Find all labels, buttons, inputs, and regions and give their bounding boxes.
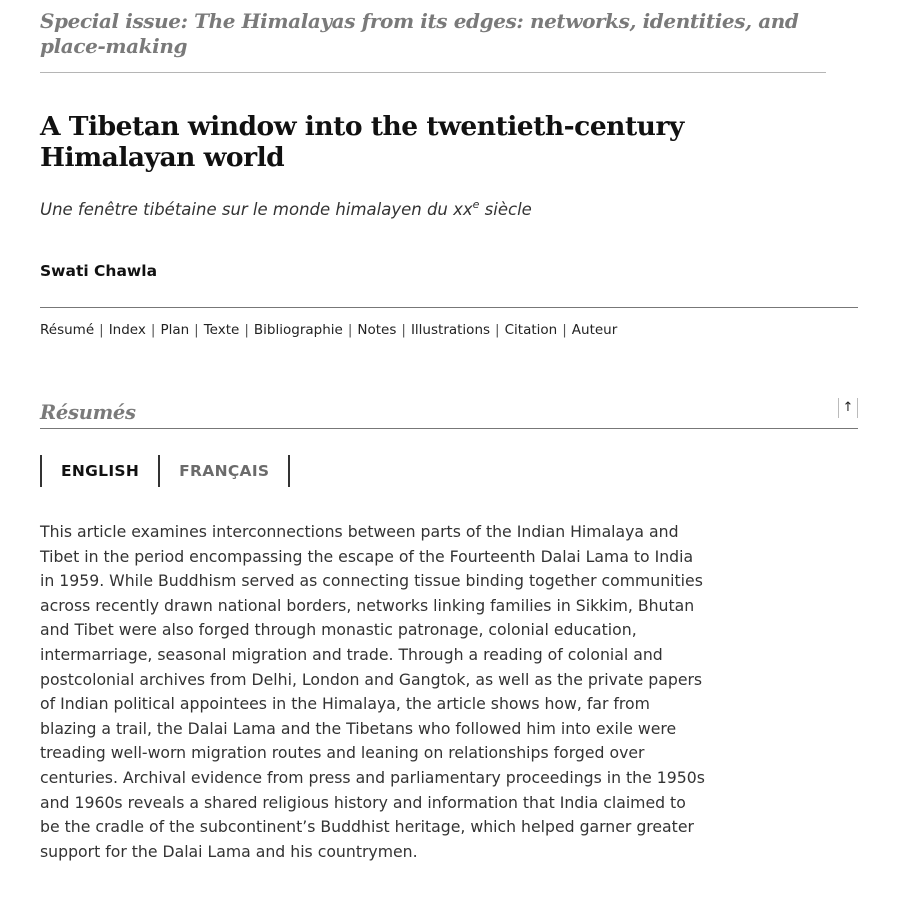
special-issue-label: Special issue: The Himalayas from its edges: networks, identities, and place-making — [40, 9, 799, 58]
toc-link-resume[interactable]: Résumé — [40, 322, 95, 338]
toc-link-illustrations[interactable]: Illustrations — [410, 322, 491, 338]
tab-francais[interactable]: FRANÇAIS — [160, 455, 290, 487]
toc-separator: | — [99, 322, 104, 338]
article-subtitle — [40, 199, 532, 221]
subtitle-century: xx — [453, 200, 473, 219]
toc-separator: | — [194, 322, 199, 338]
toc-separator: | — [347, 322, 353, 338]
subtitle-text-after: siècle — [479, 200, 532, 219]
author-name[interactable]: Swati Chawla — [40, 262, 158, 280]
back-to-top-arrow-icon[interactable]: ↑ — [838, 398, 858, 418]
header-divider — [40, 72, 826, 73]
resumes-divider — [40, 428, 858, 429]
toc-link-bibliographie[interactable]: Bibliographie — [253, 322, 343, 338]
toc-link-notes[interactable]: Notes — [357, 322, 397, 338]
toc-separator: | — [150, 322, 156, 338]
toc-link-index[interactable]: Index — [108, 322, 146, 338]
toc-link-plan[interactable]: Plan — [160, 322, 190, 338]
subtitle-text-before: Une fenêtre tibétaine sur le monde himalayen du — [40, 200, 454, 219]
subtitle-superscript: e — [472, 197, 480, 211]
table-of-contents-nav — [40, 320, 617, 340]
toc-separator: | — [401, 322, 406, 338]
toc-separator: | — [562, 322, 567, 338]
resumes-section-heading: Résumés — [40, 401, 136, 424]
toc-link-auteur[interactable]: Auteur — [571, 322, 618, 338]
tab-english[interactable]: ENGLISH — [42, 455, 160, 487]
abstract-text: This article examines interconnections between parts of the Indian Himalaya and Tibet in the period encompassing the escape of the Fourteenth Dalai Lama to India in 1959. While Buddhism served as connecting tissue binding together communities across recently drawn national borders, networks linking families in Sikkim, Bhutan and Tibet were also forged through monastic patronage, colonial education, intermarriage, seasonal migration and trade. Through a reading of colonial and postcolonial archives from Delhi, London and Gangtok, as well as the private papers of Indian political appointees in the Himalaya, the article shows how, far from blazing a trail, the Dalai Lama and the Tibetans who followed him into exile were treading well-worn migration routes and leaning on relationships forged over centuries. Archival evidence from press and parliamentary proceedings in the 1950s and 1960s reveals a shared religious history and information that India claimed to be the cradle of the subcontinent’s Buddhist heritage, which helped garner greater support for the Dalai Lama and his countrymen. — [40, 522, 705, 861]
toc-divider — [40, 307, 858, 308]
toc-separator: | — [495, 322, 500, 338]
toc-link-citation[interactable]: Citation — [504, 322, 558, 338]
toc-separator: | — [244, 322, 249, 338]
toc-link-texte[interactable]: Texte — [203, 322, 240, 338]
language-tabs — [40, 455, 290, 487]
article-title: A Tibetan window into the twentieth-century Himalayan world — [40, 111, 684, 173]
